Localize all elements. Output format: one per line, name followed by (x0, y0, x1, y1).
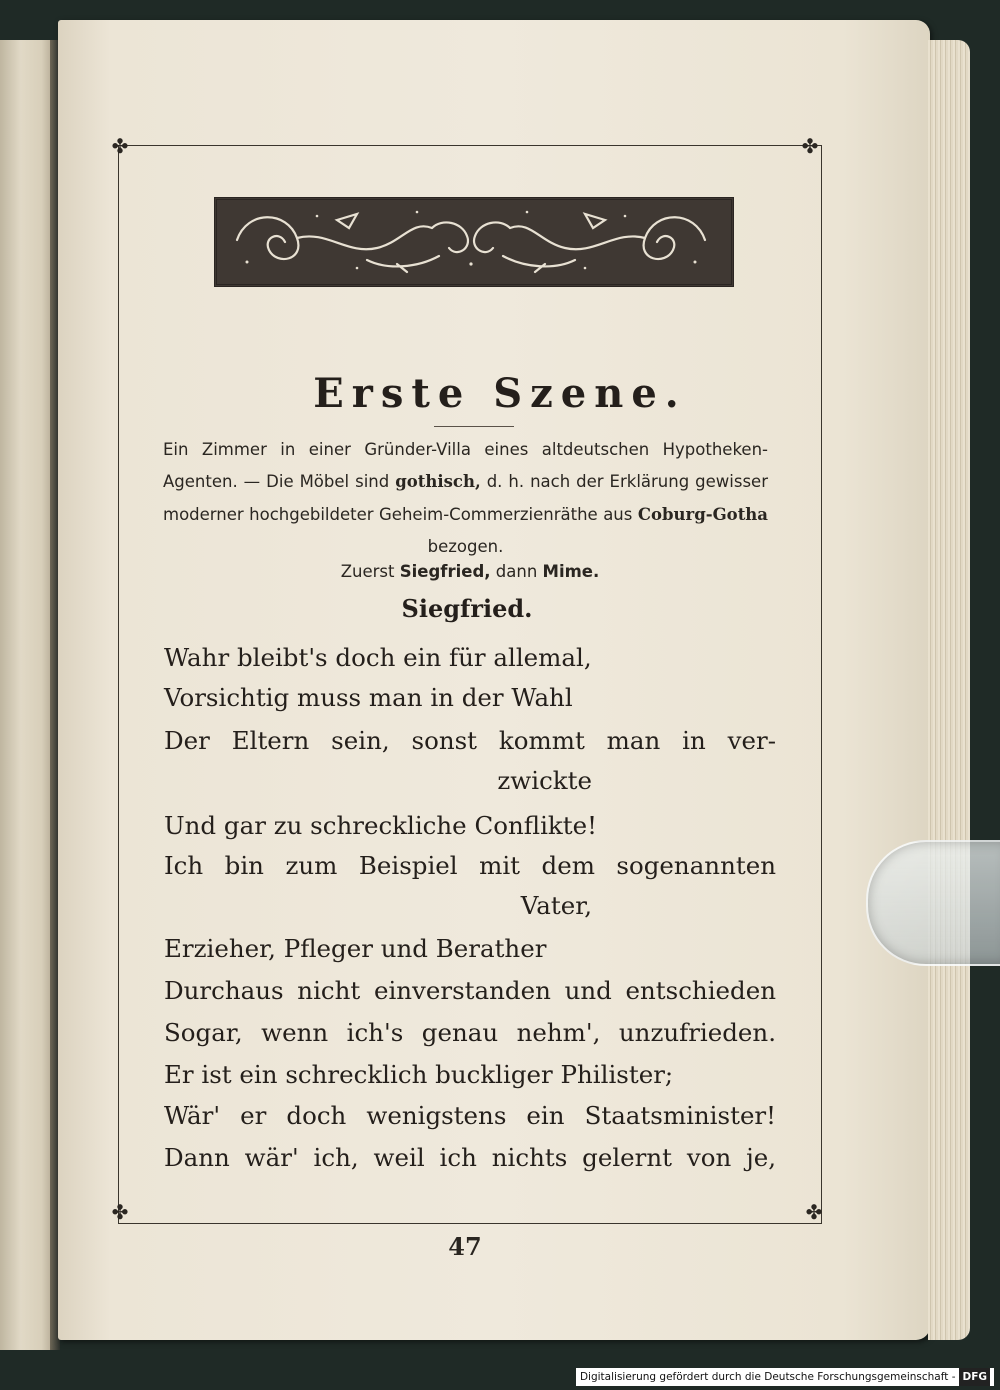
description-text: d. h. nach der Erklärung gewisser moderner hochgebildeter Geheim-Commerzienräthe aus (163, 472, 768, 524)
scene-description (163, 434, 768, 564)
verse-line-continuation: zwickte (497, 766, 592, 795)
verse-line: Erzieher, Pfleger und Berather (164, 934, 547, 963)
description-emphasis: gothisch, (395, 472, 481, 492)
corner-ornament-icon: ✤ (805, 1200, 823, 1224)
page-stack-edge (928, 40, 970, 1340)
verse-line: Er ist ein schrecklich buckliger Philister; (164, 1060, 674, 1089)
page-clip (866, 840, 1000, 966)
character-name: Mime. (542, 562, 600, 581)
corner-ornament-icon: ✤ (801, 134, 819, 158)
character-name: Siegfried, (399, 562, 491, 581)
verse-line: Ich bin zum Beispiel mit dem sogenannten (164, 851, 776, 880)
description-emphasis: Coburg-Gotha (637, 504, 768, 524)
stage-text: Zuerst (340, 562, 400, 581)
speaker-name: Siegfried. (401, 594, 533, 623)
digitization-credit (576, 1368, 994, 1386)
description-text: bezogen. (427, 537, 504, 557)
credit-text: Digitalisierung gefördert durch die Deutsche Forschungsgemeinschaft - (579, 1371, 956, 1383)
dfg-logo: DFG (959, 1368, 990, 1386)
verse-line: Sogar, wenn ich's genau nehm', unzufrieden. (164, 1018, 776, 1047)
verse-line: Dann wär' ich, weil ich nichts gelernt von je, (164, 1143, 776, 1172)
title-rule (434, 426, 514, 427)
decorative-dragon-banner (214, 197, 734, 287)
left-page-edge (0, 40, 52, 1350)
verse-line: Und gar zu schreckliche Conflikte! (164, 811, 597, 840)
verse-line: Der Eltern sein, sonst kommt man in ver- (164, 726, 776, 755)
scene-title: Erste Szene. (313, 370, 687, 417)
stage-text: dann (490, 562, 543, 581)
corner-ornament-icon: ✤ (111, 134, 129, 158)
stage-direction (0, 562, 940, 581)
dragon-ornament-icon (217, 200, 725, 278)
verse-line: Wahr bleibt's doch ein für allemal, (164, 643, 592, 672)
verse-line: Durchaus nicht einverstanden und entschieden (164, 976, 776, 1005)
verse-line: Vorsichtig muss man in der Wahl (164, 683, 573, 712)
corner-ornament-icon: ✤ (111, 1200, 129, 1224)
verse-line: Wär' er doch wenigstens ein Staatsminister! (164, 1101, 776, 1130)
page-number: 47 (448, 1232, 482, 1261)
verse-line-continuation: Vater, (520, 891, 592, 920)
description-text: Ein Zimmer in einer Gründer-Villa eines altdeutschen Hypotheken-Agenten. — Die Möbel sind (163, 440, 768, 492)
